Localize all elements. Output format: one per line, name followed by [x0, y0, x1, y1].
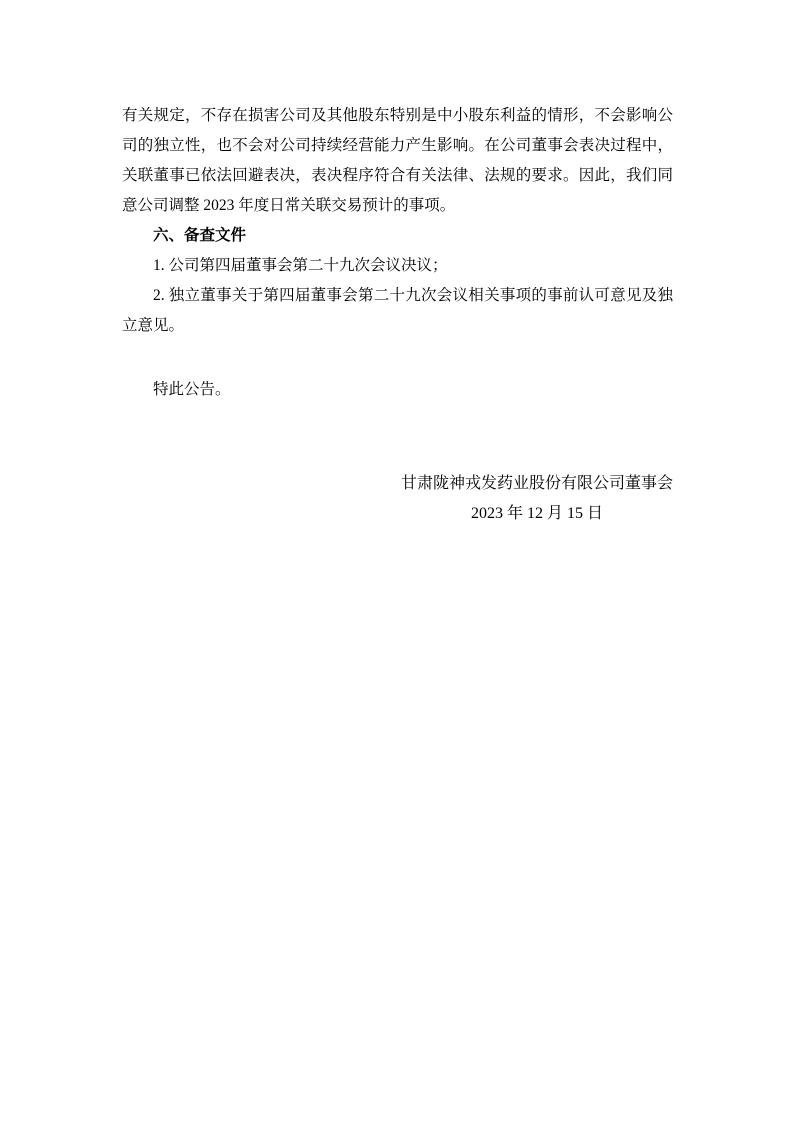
closing-statement: 特此公告。 [153, 381, 231, 398]
list-item: 1. 公司第四届董事会第二十九次会议决议； [153, 257, 448, 274]
signature-date: 2023 年 12 月 15 日 [470, 505, 603, 522]
signature-block [122, 469, 673, 529]
paragraph-continuation: 有关规定，不存在损害公司及其他股东特别是中小股东利益的情形，不会影响公司的独立性，也不会对公司持续经营能力产生影响。在公司董事会表决过程中，关联董事已依法回避表决，表决程序符合有关法律、法规的要求。因此，我们同意公司调整 2023 年度日常关联交易预计的事项。 [122, 107, 673, 214]
section-heading-reference-documents: 六、备查文件 [153, 227, 247, 244]
signature-company: 甘肃陇神戎发药业股份有限公司董事会 [400, 475, 673, 492]
list-item: 2. 独立董事关于第四届董事会第二十九次会议相关事项的事前认可意见及独立意见。 [122, 287, 673, 334]
document-body [122, 101, 673, 529]
